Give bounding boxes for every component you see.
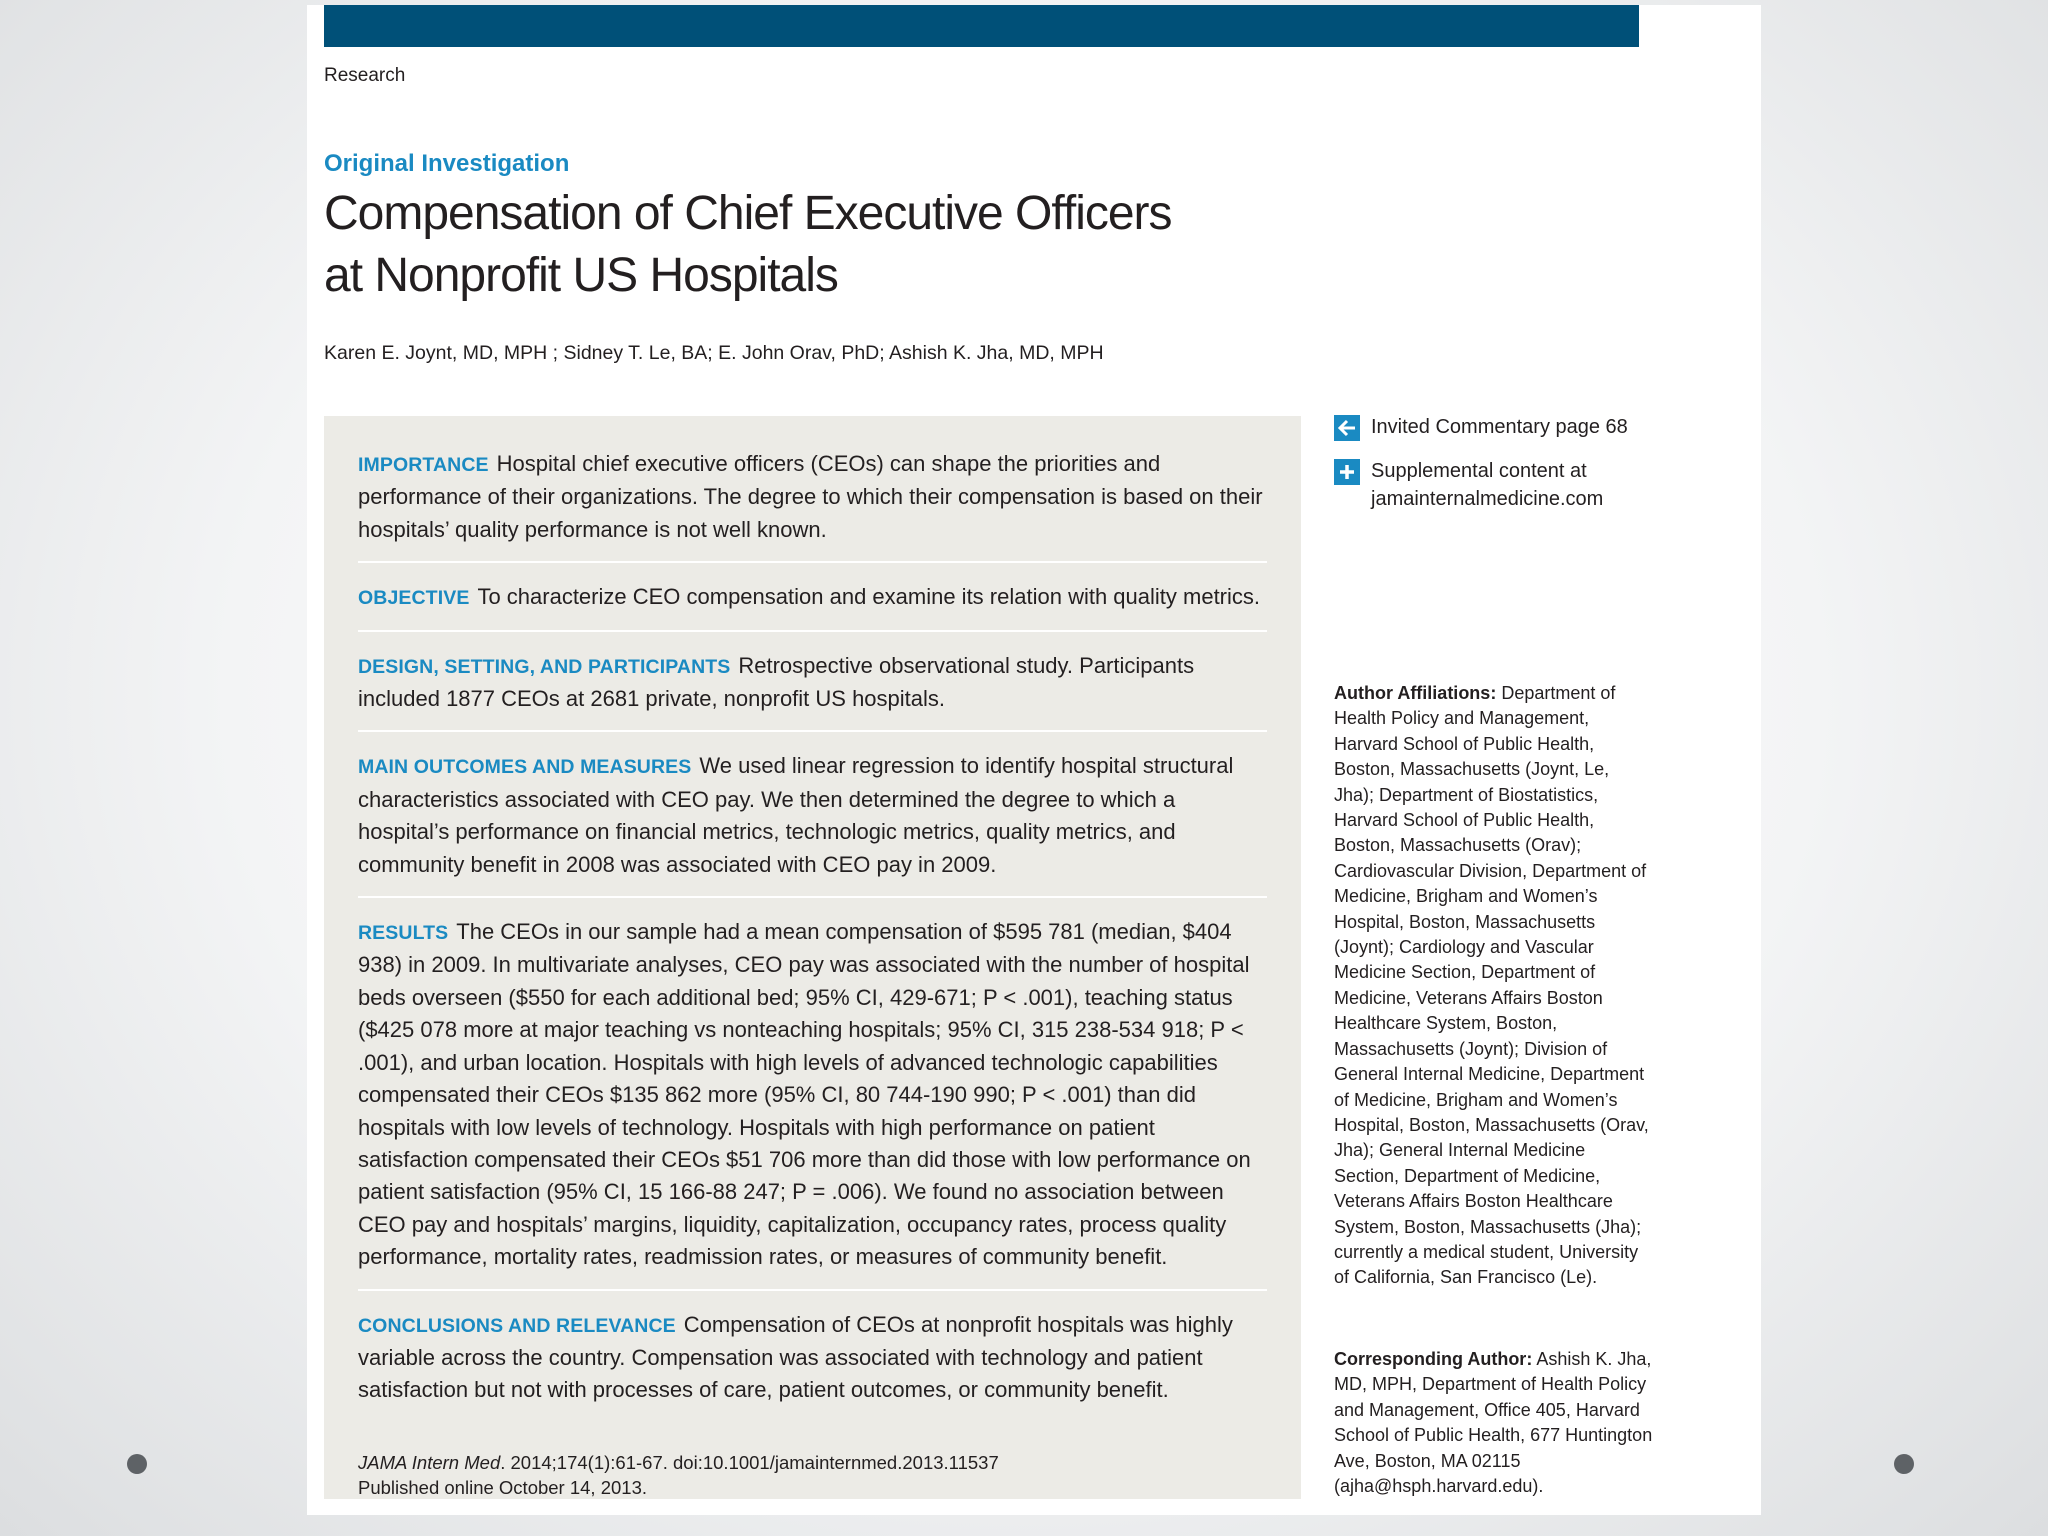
supplemental-content-link[interactable] [1334,457,1603,513]
article-title [324,183,1324,307]
arrow-left-icon [1334,415,1360,441]
outcomes-text: We used linear regression to identify hospital structural characteristics associated with CEO pay. We then determined the degree to which a hospital’s performance on financial metrics, technologic metrics, quality metrics, and community benefit in 2008 was associated with CEO pay in 2009. [358,753,1234,877]
conclusions-text: Compensation of CEOs at nonprofit hospitals was highly variable across the country. Compensation was associated with technology and patient satisfaction but not with processes of care, patient outcomes, or community benefit. [358,1311,1233,1403]
citation [358,1450,1267,1500]
previous-slide-dot[interactable] [127,1454,147,1474]
importance-heading: IMPORTANCE [358,454,489,476]
objective-text: To characterize CEO compensation and examine its relation with quality metrics. [477,584,1261,610]
article-page [307,5,1761,1515]
article-type: Original Investigation [324,150,570,177]
corresponding-label: Corresponding Author: [1334,1349,1533,1369]
plus-icon [1334,459,1360,485]
abstract-box [324,416,1301,1499]
published-date: Published online October 14, 2013. [358,1476,648,1498]
objective-heading: OBJECTIVE [358,587,470,610]
citation-details: . 2014;174(1):61-67. doi:10.1001/jamainternmed.2013.11537 [500,1451,999,1473]
supplemental-label [1371,457,1603,513]
abstract-design [358,650,1267,733]
corresponding-author [1334,1347,1654,1499]
abstract-objective [358,581,1267,631]
affiliations-text: Department of Health Policy and Management, Harvard School of Public Health, Boston, Massachusetts (Joynt, Le, Jha); Department of Biostatistics, Harvard School of Public Health, Boston, Massachusetts (Orav); Cardiovascular Division, Department of Medicine, Brigham and Women’s Hospital, Boston, Massachusetts (Joynt); Cardiology and Vascular Medicine Section, Department of Medicine, Veterans Affairs Boston Healthcare System, Boston, Massachusetts (Joynt); Division of General Internal Medicine, Department of Medicine, Brigham and Women’s Hospital, Boston, Massachusetts (Orav, Jha); General Internal Medicine Section, Department of Medicine, Veterans Affairs Boston Healthcare System, Boston, Massachusetts (Jha); currently a medical student, University of California, San Francisco (Le). [1334,683,1649,1288]
abstract-outcomes [358,750,1267,898]
title-line-2: at Nonprofit US Hospitals [324,249,838,302]
abstract-results [358,916,1267,1290]
conclusions-heading: CONCLUSIONS AND RELEVANCE [358,1314,676,1337]
journal-header-bar [324,5,1639,47]
importance-text: Hospital chief executive officers (CEOs) can shape the priorities and performance of their organizations. The degree to which their compensation is based on their hospitals’ quality performance is not well known. [358,451,1263,542]
results-text: The CEOs in our sample had a mean compensation of $595 781 (median, $404 938) in 2009. In multivariate analyses, CEO pay was associated with the number of hospital beds overseen ($550 for each additional bed; 95% CI, 429-671; P < .001), teaching status ($425 078 more at major teaching vs nonteaching hospitals; 95% CI, 315 238-534 918; P < .001), and urban location. Hospitals with high levels of advanced technologic capabilities compensated their CEOs $135 862 more (95% CI, 80 744-190 990; P < .001) than did hospitals with low levels of technology. Hospitals with high performance on patient satisfaction compensated their CEOs $51 706 more than did those with low performance on patient satisfaction (95% CI, 15 166-88 247; P = .006). We found no association between CEO pay and hospitals’ margins, liquidity, capitalization, occupancy rates, process quality performance, mortality rates, readmission rates, or measures of community benefit. [358,919,1251,1270]
outcomes-heading: MAIN OUTCOMES AND MEASURES [358,756,692,779]
corresponding-text: Ashish K. Jha, MD, MPH, Department of Health Policy and Management, Office 405, Harvard School of Public Health, 677 Huntington Ave, Boston, MA 02115 (ajha@hsph.harvard.edu). [1334,1349,1653,1497]
section-label: Research [324,65,406,86]
affiliations-label: Author Affiliations: [1334,683,1497,703]
design-heading: DESIGN, SETTING, AND PARTICIPANTS [358,655,731,678]
supplemental-line-1: Supplemental content at [1371,460,1587,482]
invited-commentary-link[interactable] [1334,413,1628,441]
results-heading: RESULTS [358,922,449,945]
title-line-1: Compensation of Chief Executive Officers [324,187,1172,240]
abstract-importance [358,448,1267,563]
abstract-conclusions [358,1309,1267,1422]
supplemental-line-2: jamainternalmedicine.com [1371,488,1604,510]
next-slide-dot[interactable] [1894,1454,1914,1474]
invited-commentary-label: Invited Commentary page 68 [1371,416,1628,438]
author-list: Karen E. Joynt, MD, MPH ; Sidney T. Le, BA; E. John Orav, PhD; Ashish K. Jha, MD, MPH [324,342,1104,364]
citation-journal: JAMA Intern Med [358,1451,501,1473]
design-text: Retrospective observational study. Participants included 1877 CEOs at 2681 private, nonprofit US hospitals. [358,652,1195,712]
author-affiliations [1334,681,1654,1291]
